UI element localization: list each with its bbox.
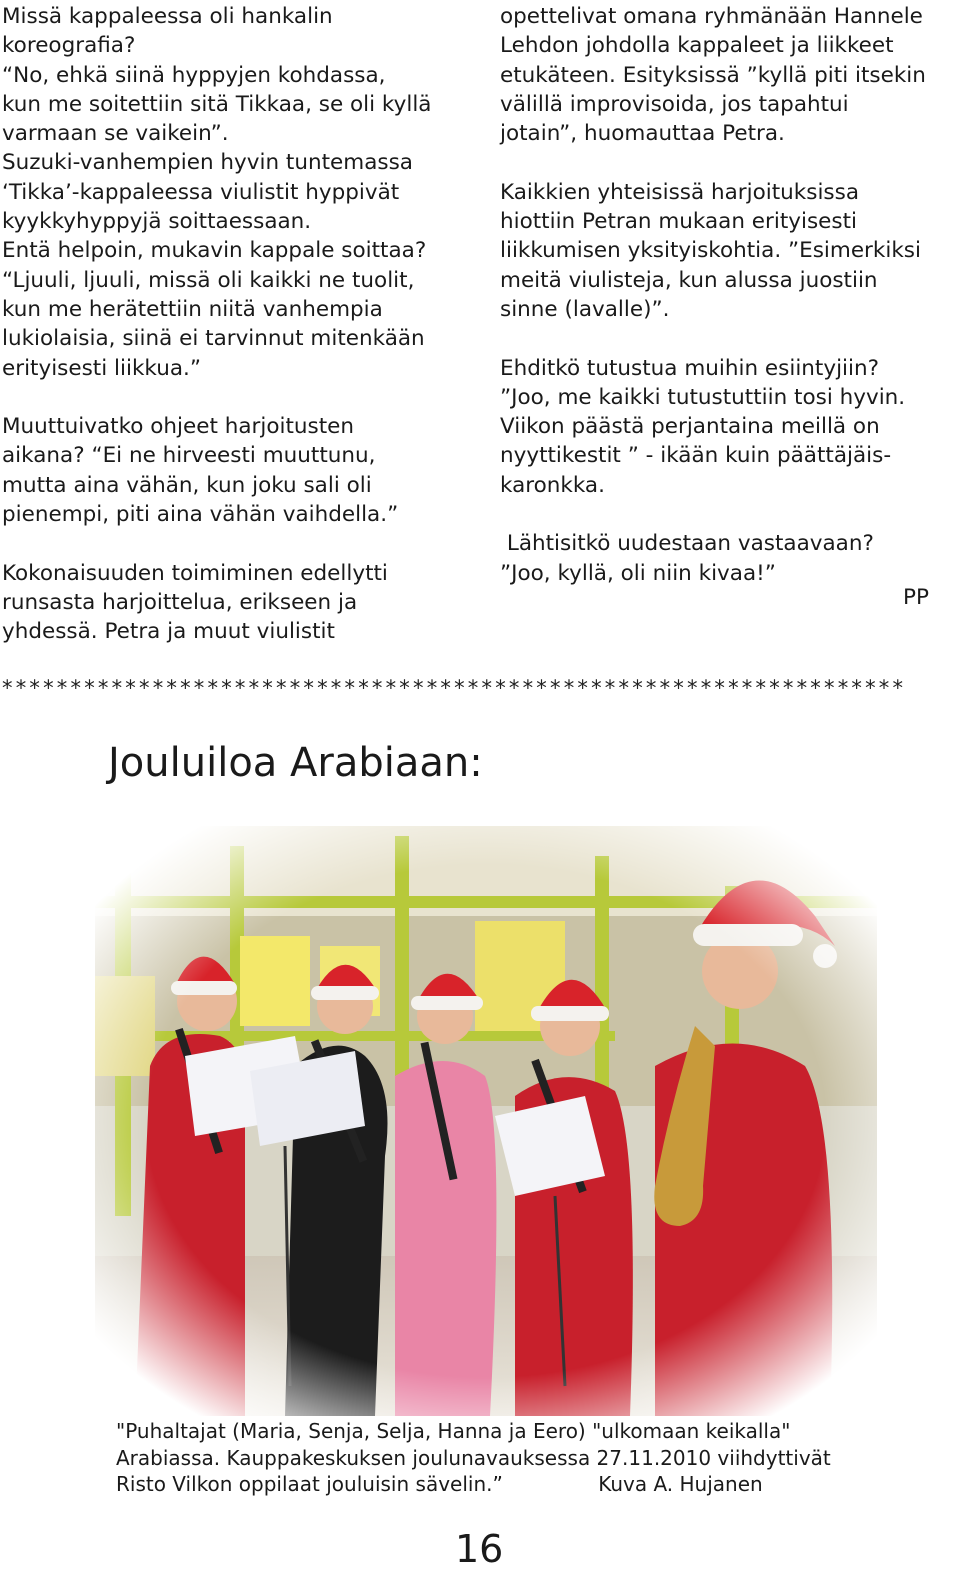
caption-line: Arabiassa. Kauppakeskuksen joulunavauksessa 27.11.2010 viihdyttivät: [116, 1445, 831, 1470]
text-line: Suzuki-vanhempien hyvin tuntemassa: [2, 150, 413, 176]
text-line: Lehdon johdolla kappaleet ja liikkeet: [500, 33, 894, 59]
paragraph-gap: [2, 383, 482, 412]
text-line: Lähtisitkö uudestaan vastaavaan?: [500, 531, 874, 557]
text-line: kyykkyhyppyjä soittaessaan.: [2, 209, 312, 235]
paragraph-gap: [500, 324, 955, 353]
caption-line: "Puhaltajat (Maria, Senja, Selja, Hanna ja Eero) "ulkomaan keikalla": [116, 1419, 791, 1443]
text-line: pienempi, piti aina vähän vaihdella.”: [2, 502, 399, 528]
text-line: Kaikkien yhteisissä harjoituksissa: [500, 179, 860, 205]
paragraph-gap: [500, 148, 955, 177]
text-line: nyyttikestit ” - ikään kuin päättäjäis-: [500, 443, 892, 469]
photo-musicians-santa-hats-icon: [95, 826, 877, 1416]
text-line: runsasta harjoittelua, erikseen ja: [2, 589, 358, 615]
text-line: Missä kappaleessa oli hankalin: [2, 4, 333, 29]
text-line: etukäteen. Esityksissä ”kyllä piti itsekin: [500, 62, 926, 88]
text-line: liikkumisen yksityiskohtia. ”Esimerkiksi: [500, 238, 921, 264]
text-line: jotain”, huomauttaa Petra.: [500, 121, 785, 147]
text-line: lukiolaisia, siinä ei tarvinnut mitenkään: [2, 326, 425, 352]
text-line: ”Joo, kyllä, oli niin kivaa!”: [500, 560, 776, 586]
text-line: erityisesti liikkua.”: [2, 355, 201, 381]
text-line: Entä helpoin, mukavin kappale soittaa?: [2, 238, 427, 264]
text-line: hiottiin Petran mukaan erityisesti: [500, 209, 858, 235]
text-line: kun me soitettiin sitä Tikkaa, se oli kyllä: [2, 91, 432, 117]
section-divider: ******************************************************************: [2, 676, 907, 700]
page-number: 16: [455, 1527, 504, 1571]
text-line: karonkka.: [500, 472, 605, 498]
text-line: yhdessä. Petra ja muut viulistit: [2, 619, 335, 645]
text-line: Muuttuivatko ohjeet harjoitusten: [2, 414, 355, 440]
text-line: Kokonaisuuden toimiminen edellytti: [2, 560, 388, 586]
text-line: koreografia?: [2, 33, 136, 59]
text-line: ‘Tikka’-kappaleessa viulistit hyppivät: [2, 179, 400, 205]
text-line: aikana? “Ei ne hirveesti muuttunu,: [2, 443, 376, 469]
text-line: “No, ehkä siinä hyppyjen kohdassa,: [2, 62, 386, 88]
text-line: meitä viulisteja, kun alussa juostiin: [500, 267, 878, 293]
article-right-column: [500, 2, 955, 588]
section-heading: Jouluiloa Arabiaan:: [108, 740, 483, 786]
caption-line: Risto Vilkon oppilaat jouluisin sävelin.” Kuva A. Hujanen: [116, 1472, 763, 1496]
paragraph-gap: [500, 500, 955, 529]
article-left-column: [2, 2, 482, 647]
photo-caption: [116, 1418, 831, 1498]
text-line: ”Joo, me kaikki tutustuttiin tosi hyvin.: [500, 384, 906, 410]
text-line: mutta aina vähän, kun joku sali oli: [2, 472, 372, 498]
text-line: sinne (lavalle)”.: [500, 296, 670, 322]
text-line: Ehditkö tutustua muihin esiintyjiin?: [500, 355, 880, 381]
text-line: opettelivat omana ryhmänään Hannele: [500, 4, 923, 29]
text-line: kun me herätettiin niitä vanhempia: [2, 296, 383, 322]
text-line: välillä improvisoida, jos tapahtui: [500, 91, 849, 117]
text-line: “Ljuuli, ljuuli, missä oli kaikki ne tuolit,: [2, 267, 415, 293]
author-signature: PP: [903, 585, 929, 610]
paragraph-gap: [2, 529, 482, 558]
text-line: varmaan se vaikein”.: [2, 121, 229, 147]
text-line: Viikon päästä perjantaina meillä on: [500, 414, 880, 440]
photo-musicians: [95, 826, 877, 1416]
